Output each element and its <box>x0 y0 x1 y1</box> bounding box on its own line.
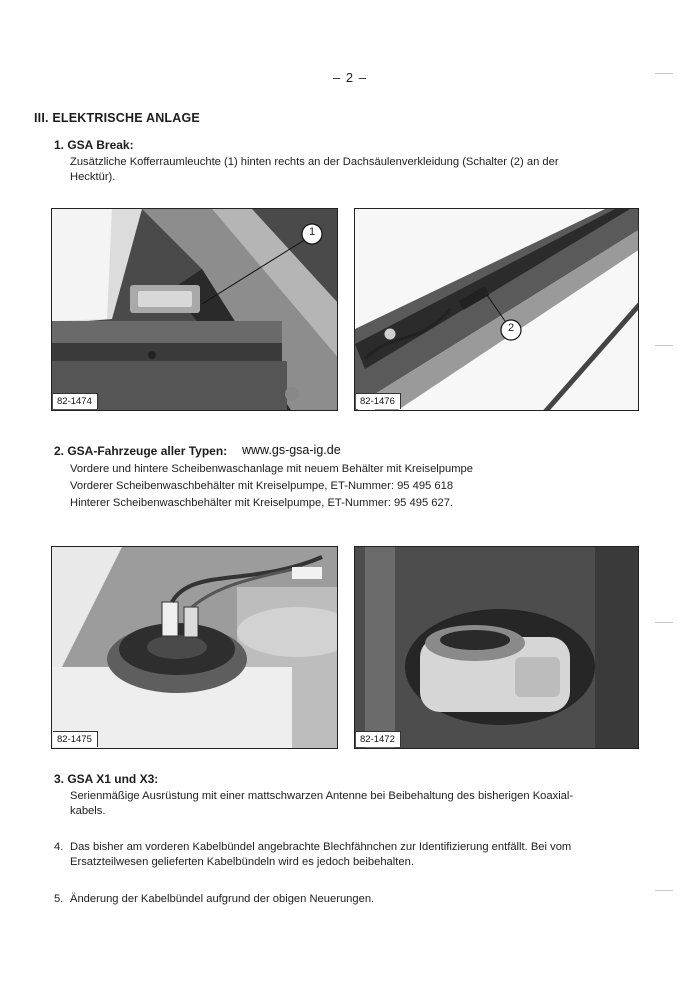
item-4-line: Das bisher am vorderen Kabelbündel angebrachte Blechfähnchen zur Identifizierung entfällt. Bei vom <box>70 841 572 853</box>
item-1-line: Hecktür). <box>70 171 116 183</box>
photo-82-1476-image <box>355 209 639 411</box>
callout-2: 2 <box>507 322 515 334</box>
item-2-text <box>70 461 473 512</box>
item-2-heading: 2. GSA-Fahrzeuge aller Typen: <box>54 444 228 458</box>
page-number: – 2 – <box>333 70 367 85</box>
website-link[interactable]: www.gs-gsa-ig.de <box>242 443 341 457</box>
photo-82-1475 <box>51 546 338 749</box>
item-1-heading: 1. GSA Break: <box>54 138 134 152</box>
item-2-line: Hinterer Scheibenwaschbehälter mit Kreiselpumpe, ET-Nummer: 95 495 627. <box>70 497 454 509</box>
item-2-line: Vorderer Scheibenwaschbehälter mit Kreiselpumpe, ET-Nummer: 95 495 618 <box>70 480 454 492</box>
item-3-text <box>70 789 573 819</box>
item-4-text <box>70 840 660 870</box>
item-3-heading: 3. GSA X1 und X3: <box>54 772 159 786</box>
item-1-text <box>70 155 559 185</box>
photo-82-1474-image <box>52 209 338 411</box>
photo-label: 82-1476 <box>356 393 401 409</box>
scan-edge-mark <box>655 622 673 623</box>
section-title: III. ELEKTRISCHE ANLAGE <box>34 111 200 125</box>
callout-1: 1 <box>308 226 316 238</box>
photo-82-1472 <box>354 546 639 749</box>
item-4-number: 4. <box>54 841 64 853</box>
item-3-line: Serienmäßige Ausrüstung mit einer mattschwarzen Antenne bei Beibehaltung des bisherigen Koaxial- <box>70 790 574 802</box>
photo-label: 82-1474 <box>53 393 98 409</box>
scan-edge-mark <box>655 345 673 346</box>
scan-edge-mark <box>655 890 673 891</box>
item-1-line: Zusätzliche Kofferraumleuchte (1) hinten rechts an der Dachsäulenverkleidung (Schalter (2) an der <box>70 156 559 168</box>
photo-label: 82-1475 <box>53 731 98 747</box>
photo-label: 82-1472 <box>356 731 401 747</box>
photo-82-1472-image <box>355 547 639 749</box>
scan-edge-mark <box>655 73 673 74</box>
photo-82-1476 <box>354 208 639 411</box>
item-5-number: 5. <box>54 893 64 905</box>
item-3-line: kabels. <box>70 805 106 817</box>
item-4-line: Ersatzteilwesen gelieferten Kabelbündeln wird es jedoch beibehalten. <box>70 856 414 868</box>
item-2-line: Vordere und hintere Scheibenwaschanlage mit neuem Behälter mit Kreiselpumpe <box>70 463 473 475</box>
item-5-text: Änderung der Kabelbündel aufgrund der obigen Neuerungen. <box>70 893 375 905</box>
photo-82-1474 <box>51 208 338 411</box>
photo-82-1475-image <box>52 547 338 749</box>
